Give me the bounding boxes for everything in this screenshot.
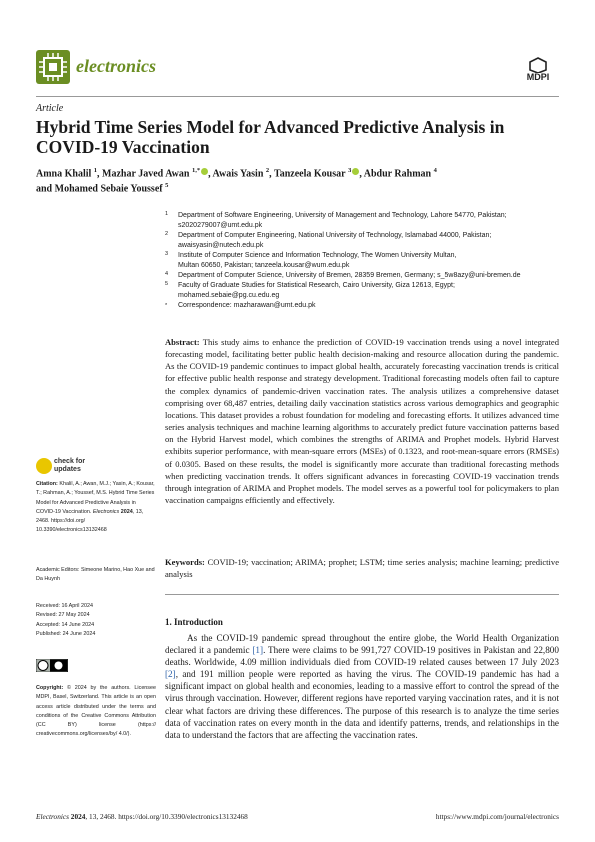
affiliation-email[interactable]: mohamed.sebaie@pg.cu.edu.eg <box>178 292 280 299</box>
affiliation-email[interactable]: s2020279007@umt.edu.pk <box>178 222 263 229</box>
footer-citation <box>36 812 248 821</box>
copyright-text: © 2024 by the authors. Licensee MDPI, Basel, Switzerland. This article is an open access article distributed under the terms and conditions of the Creative Commons Attribution (CC BY) license (https:// creativecommons.org/licenses/by/ 4.0/). <box>36 685 157 738</box>
citation-label: Citation: <box>36 481 58 487</box>
intro-text: As the COVID-19 pandemic spread throughout the entire globe, the World Health Organization declared it a pandemic <box>165 633 559 656</box>
affiliation-item <box>165 271 565 281</box>
affiliation-number: 4 <box>165 271 169 277</box>
received-date: Received: 16 April 2024 <box>36 603 93 609</box>
author-name[interactable]: Abdur Rahman <box>363 168 432 180</box>
keywords-label: Keywords: <box>165 557 205 567</box>
footer-doi[interactable]: , 13, 2468. https://doi.org/10.3390/electronics13132468 <box>85 812 248 821</box>
citation-block <box>36 480 156 536</box>
affiliation-text: Department of Computer Science, University of Bremen, 28359 Bremen, Germany; s_5w8azy@uni-bremen.de <box>178 272 521 279</box>
accepted-date: Accepted: 14 June 2024 <box>36 621 95 628</box>
author-list: Amna Khalil $^1$, Mazhar Javed Awan $^{1,*}$ , Awais Yasin $^2$, Tanzeela Kousar $^3$ , Abdur Rahman $^4$ and Mohamed Sebaie Youssef $^5$ <box>36 167 437 195</box>
author-name[interactable]: Mohamed Sebaie Youssef <box>54 183 163 195</box>
abstract <box>165 336 559 506</box>
mdpi-hexagon-icon <box>516 57 560 73</box>
footer-year: 2024 <box>70 812 86 821</box>
correspondence-text[interactable]: Correspondence: mazharawan@umt.edu.pk <box>178 302 316 309</box>
citation-doi[interactable]: , 13, 2468. https://doi.org/ 10.3390/electronics13132468 <box>36 508 144 534</box>
affiliation-number: 5 <box>165 281 169 287</box>
creative-commons-icon <box>36 659 68 672</box>
affiliation-text: Institute of Computer Science and Information Technology, The Women University Multan, <box>178 252 457 259</box>
footer-journal: Electronics <box>36 812 69 821</box>
citation-link[interactable]: [2] <box>165 669 176 680</box>
intro-text: . There were claims to be 991,727 COVID-19 positives in Pakistan and 22,800 deaths. Worldwide, 4.09 million individuals died from COVID-19 related causes between 17 July 2023 <box>165 645 559 668</box>
check-for-updates-line: updates <box>54 466 81 473</box>
affiliation-text: Department of Software Engineering, University of Management and Technology, Lahore 54770, Pakistan; <box>178 212 507 219</box>
crossmark-icon <box>36 458 52 474</box>
article-title: Hybrid Time Series Model for Advanced Predictive Analysis in COVID-19 Vaccination <box>36 117 505 157</box>
intro-text: , and 191 million people were reported as having the virus. The COVID-19 pandemic has had a significant impact on global health and economies, leading to a massive effort to control the spread of the virus through vaccination. However, different regions have reported varying vaccination rates, and it is not clear what factors are driving these differences. The purpose of this research is to analyze the time series data of vaccination rates on every month in the data and identify patterns, trends, and relationships in the data to understand the factors that are affecting the vaccination rates. <box>165 669 559 740</box>
revised-date: Revised: 27 May 2024 <box>36 612 90 619</box>
abstract-label: Abstract: <box>165 337 200 347</box>
author-name[interactable]: Awais Yasin <box>212 168 264 180</box>
author-name[interactable]: Amna Khalil <box>36 168 92 180</box>
check-for-updates-line: check for <box>54 458 86 465</box>
author-name[interactable]: Mazhar Javed Awan <box>102 168 190 180</box>
affiliation-text: Department of Computer Engineering, National University of Technology, Islamabad 44000, Pakistan; <box>178 232 492 239</box>
affiliation-number: * <box>165 303 168 309</box>
section-rule <box>165 594 559 595</box>
affiliation-item <box>165 211 565 231</box>
keywords <box>165 556 559 580</box>
affiliation-item <box>165 281 565 301</box>
citation-text: Khalil, A.; Awan, M.J.; Yasin, A.; Kousar, T.; Rahman, A.; Youssef, M.S. Hybrid Time Series Model for Advanced Predictive Analysis in COVID-19 Vaccination. <box>36 481 155 515</box>
article-type: Article <box>36 103 64 114</box>
author-name[interactable]: Tanzeela Kousar <box>273 168 346 180</box>
author-affil-sup: 2 <box>265 167 270 174</box>
published-date: Published: 24 June 2024 <box>36 630 96 637</box>
author-affil-sup: 4 <box>433 167 437 174</box>
keywords-text: COVID-19; vaccination; ARIMA; prophet; LSTM; time series analysis; machine learning; predictive analysis <box>165 557 560 580</box>
citation-journal: Electronics <box>92 508 120 515</box>
affiliation-number: 2 <box>165 231 169 237</box>
citation-year: 2024 <box>120 508 133 515</box>
publisher-name: MDPI <box>526 72 550 82</box>
intro-paragraph <box>165 632 559 741</box>
affiliation-item <box>165 251 565 271</box>
circuit-icon <box>36 50 70 84</box>
citation-link[interactable]: [1] <box>252 645 264 656</box>
copyright-label: Copyright: <box>36 685 64 691</box>
abstract-text: This study aims to enhance the prediction of COVID-19 vaccination trends using a novel integrated forecasting model, facilitating better public health decision-making and resource allocation during the pandemic. As the COVID-19 pandemic continues to impact global health, accurately forecasting vaccination trends is critical for effective public health response and strategy development. Traditional forecasting models often fail to capture the complex dynamics of pandemic-driven vaccination rates. The analysis utilizes a comprehensive dataset comprising over 68,487 entries, detailing daily vaccination statistics across various demographics and geographic locations. This dataset provides a robust foundation for modeling and forecasting efforts. It utilizes advanced time series analysis techniques and machine learning algorithms to accurately predict future vaccination patterns based on the Hybrid Harvest model, which combines the strengths of ARIMA and Prophet models. Hybrid Harvest exhibits superior performance, with mean-square errors (MSEs) of 0.1323, and root-mean-square errors (RMSEs) of 0.0305. Based on these results, the model is significantly more accurate than traditional forecasting methods when predicting vaccination trends. It offers significant advances in forecasting COVID-19 vaccination trends through integration of ARIMA and Prophet models. The model serves as a powerful tool for policymakers to plan vaccination campaigns efficiently and effectively. <box>165 337 560 506</box>
section-title: 1. Introduction <box>165 617 223 627</box>
author-affil-sup: 5 <box>165 182 169 190</box>
affiliation-text: Multan 60650, Pakistan; tanzeela.kousar@wum.edu.pk <box>178 262 350 269</box>
affiliations <box>165 211 565 311</box>
affiliation-number: 1 <box>165 211 169 217</box>
author-affil-sup: 3 <box>348 167 352 174</box>
journal-logo <box>36 50 70 84</box>
affiliation-text: Faculty of Graduate Studies for Statistical Research, Cairo University, Giza 12613, Egypt; <box>178 282 455 289</box>
footer-url[interactable]: https://www.mdpi.com/journal/electronics <box>435 812 559 821</box>
orcid-icon[interactable] <box>352 168 359 175</box>
affiliation-item <box>165 231 565 251</box>
cc-by-badge[interactable] <box>36 659 68 672</box>
orcid-icon[interactable] <box>201 168 208 175</box>
check-for-updates-button[interactable] <box>36 457 106 481</box>
academic-editors: Academic Editors: Simeone Marino, Hao Xue and Da Huynh <box>36 567 155 583</box>
affiliation-email[interactable]: awaisyasin@nutech.edu.pk <box>178 242 264 249</box>
author-affil-sup: 1,* <box>191 167 201 174</box>
publication-dates <box>36 602 156 639</box>
author-affil-sup: 1 <box>93 167 98 174</box>
publisher-logo <box>516 57 560 81</box>
correspondence-item <box>165 301 565 311</box>
journal-name: electronics <box>76 56 156 76</box>
affiliation-number: 3 <box>165 251 169 257</box>
copyright-block <box>36 684 156 740</box>
check-for-updates-label <box>54 458 85 474</box>
header-rule <box>36 96 559 97</box>
